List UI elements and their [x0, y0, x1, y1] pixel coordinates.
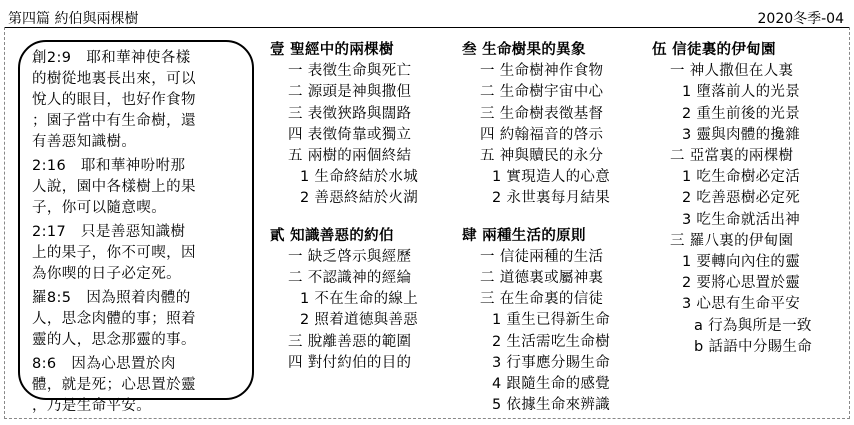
outline-item: 三 脫離善惡的範圍 — [288, 333, 412, 350]
outline-item: 1 墮落前人的光景 — [682, 84, 801, 101]
section-heading: 伍 信徒裏的伊甸園 — [652, 42, 776, 58]
verse-line: 有善惡知識樹。 — [32, 134, 137, 150]
outline-item: 一 神人撒但在人裏 — [670, 63, 794, 80]
outline-item: 1 不在生命的線上 — [300, 291, 419, 308]
verse-line: ，乃是生命平安。 — [32, 398, 152, 414]
verse-line: 2:16 耶和華神吩咐那 — [32, 158, 186, 174]
verse-line: 羅8:5 因為照着肉體的 — [32, 290, 191, 306]
outline-item: 2 善惡終結於火湖 — [300, 190, 419, 207]
verse-line: 體，就是死；心思置於靈 — [32, 377, 196, 393]
verse-block — [32, 48, 242, 153]
section-spacer — [270, 210, 418, 226]
outline-item: 二 生命樹宇宙中心 — [480, 84, 604, 101]
outline-item: 2 生活需吃生命樹 — [492, 333, 611, 350]
outline-item: 3 行事應分賜生命 — [492, 354, 611, 371]
verse-block — [32, 222, 242, 285]
verse-line: 8:6 因為心思置於肉 — [32, 356, 176, 372]
verse-line: 的樹從地裏長出來，可以 — [32, 71, 196, 87]
outline-item: 1 吃生命樹必定活 — [682, 169, 801, 186]
verse-line: 為你喫的日子必定死。 — [32, 266, 181, 282]
outline-item: 二 不認識神的經綸 — [288, 270, 412, 287]
verse-line: 上的果子，你不可喫，因 — [32, 245, 196, 261]
outline-item: 4 跟隨生命的感覺 — [492, 376, 611, 393]
scripture-verses-box — [18, 40, 254, 414]
outline-item: 2 永世裏每月結果 — [492, 190, 611, 207]
outline-item: 一 缺乏啓示與經歷 — [288, 248, 412, 265]
outline-item: 1 重生已得新生命 — [492, 312, 611, 329]
outline-item: 2 重生前後的光景 — [682, 105, 801, 122]
outline-item: 一 表徵生命與死亡 — [288, 63, 412, 80]
outline-item: 2 照着道德與善惡 — [300, 312, 419, 329]
outline-item: 3 心思有生命平安 — [682, 296, 801, 313]
outline-item: b 話語中分賜生命 — [694, 338, 813, 355]
outline-item: 四 表徵倚靠或獨立 — [288, 126, 412, 143]
page-header — [6, 6, 848, 28]
outline-item: 1 要轉向內住的靈 — [682, 254, 801, 271]
verse-line: 悅人的眼目，也好作食物 — [32, 92, 196, 108]
verse-block — [32, 288, 242, 351]
verse-line: 2:17 只是善惡知識樹 — [32, 224, 186, 240]
outline-column-1 — [270, 40, 418, 374]
outline-item: 五 兩樹的兩個終結 — [288, 148, 412, 165]
verse-line: 創2:9 耶和華神使各樣 — [32, 50, 191, 66]
outline-item: 1 實現造人的心意 — [492, 169, 611, 186]
verse-line: 人說，園中各樣樹上的果 — [32, 179, 196, 195]
outline-item: 1 生命終結於水城 — [300, 169, 419, 186]
outline-item: 3 靈與肉體的攙雜 — [682, 126, 801, 143]
page-title: 第四篇 約伯與兩棵樹 — [8, 11, 139, 27]
outline-item: 四 約翰福音的啓示 — [480, 126, 604, 143]
verse-line: 人，思念肉體的事；照着 — [32, 311, 196, 327]
outline-item: 3 吃生命就活出神 — [682, 211, 801, 228]
outline-item: 一 生命樹神作食物 — [480, 63, 604, 80]
outline-item: 一 信徒兩種的生活 — [480, 248, 604, 265]
verse-block — [32, 156, 242, 219]
outline-item: a 行為與所是一致 — [694, 317, 812, 334]
outline-item: 三 生命樹表徵基督 — [480, 105, 604, 122]
section-spacer — [462, 210, 610, 226]
outline-item: 三 表徵狹路與闊路 — [288, 105, 412, 122]
outline-item: 二 亞當裏的兩棵樹 — [670, 148, 794, 165]
season-label: 2020冬季-04 — [757, 11, 844, 27]
section-heading: 叁 生命樹果的異象 — [462, 42, 586, 58]
section-heading: 貳 知識善惡的約伯 — [270, 227, 394, 244]
outline-column-3 — [652, 40, 812, 358]
outline-item: 2 要將心思置於靈 — [682, 275, 801, 292]
outline-item: 三 羅八裏的伊甸園 — [670, 232, 794, 249]
outline-item: 三 在生命裏的信徒 — [480, 291, 604, 308]
verse-line: 子，你可以隨意喫。 — [32, 200, 167, 216]
outline-item: 二 道德裏或屬神裏 — [480, 270, 604, 287]
verse-line: 靈的人，思念那靈的事。 — [32, 332, 196, 348]
outline-item: 四 對付約伯的目的 — [288, 354, 412, 371]
verse-line: ；園子當中有生命樹，還 — [32, 113, 196, 129]
outline-item: 2 吃善惡樹必定死 — [682, 190, 801, 207]
section-heading: 肆 兩種生活的原則 — [462, 227, 586, 244]
outline-item: 二 源頭是神與撒但 — [288, 84, 412, 101]
section-heading: 壹 聖經中的兩棵樹 — [270, 42, 394, 58]
verse-block — [32, 354, 242, 417]
outline-item: 五 神與贖民的永分 — [480, 148, 604, 165]
outline-item: 5 依據生命來辨識 — [492, 397, 611, 414]
outline-column-2 — [462, 40, 610, 416]
